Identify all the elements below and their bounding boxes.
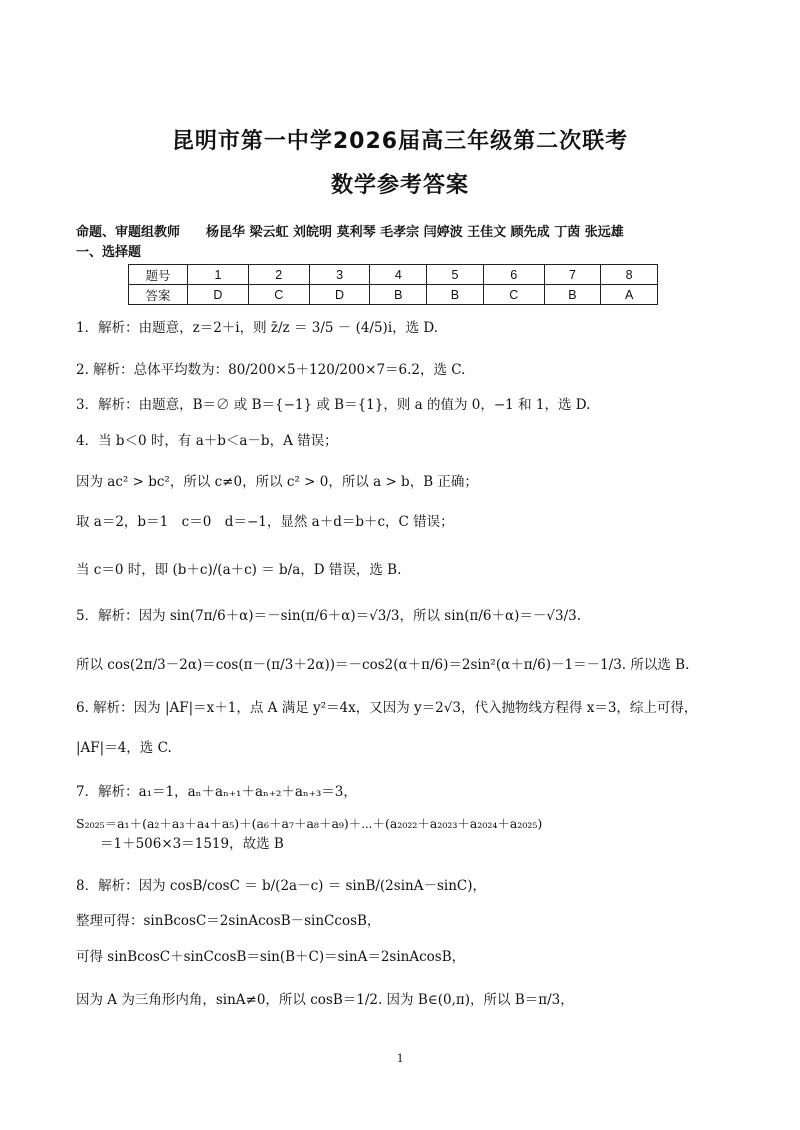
document-title: 昆明市第一中学2026届高三年级第二次联考 (171, 129, 629, 154)
solution-line-7: 当 c＝0 时，即 (b＋c)/(a＋c) ＝ b/a，D 错误，选 B. (76, 562, 402, 578)
solution-line-17: 可得 sinBcosC＋sinCcosB＝sin(B＋C)＝sinA＝2sinAcosB， (76, 949, 466, 965)
solution-line-9: 所以 cos(2π/3－2α)＝cos(π－(π/3＋2α))＝－cos2(α＋π/6)＝2sin²(α＋π/6)－1＝－1/3. 所以选 B. (76, 657, 690, 673)
solution-line-8: 5．解析：因为 sin(7π/6＋α)＝－sin(π/6＋α)＝√3/3，所以 sin(π/6＋α)＝－√3/3. (76, 608, 582, 624)
table-cell-number: 6 (483, 265, 544, 285)
table-cell-number: 1 (188, 265, 249, 285)
table-cell-answer: D (309, 285, 370, 305)
document-subtitle: 数学参考答案 (330, 173, 469, 198)
table-header-number: 题号 (129, 265, 188, 285)
table-cell-number: 4 (370, 265, 427, 285)
table-cell-number: 8 (601, 265, 658, 285)
table-cell-answer: C (248, 285, 309, 305)
page-number: 1 (396, 1050, 404, 1065)
solution-line-15: 8．解析：因为 cosB/cosC ＝ b/(2a－c) ＝ sinB/(2sinA－sinC)， (76, 878, 486, 894)
solution-line-11: |AF|＝4，选 C. (76, 740, 172, 756)
solution-line-18: 因为 A 为三角形内角，sinA≠0，所以 cosB＝1/2. 因为 B∈(0,π)，所以 B＝π/3， (76, 992, 574, 1008)
solution-line-1: 1．解析：由题意，z＝2＋i，则 z̄/z ＝ 3/5 － (4/5)i，选 D. (76, 320, 439, 336)
solution-line-16: 整理可得：sinBcosC＝2sinAcosB－sinCcosB， (76, 913, 381, 929)
table-header-answer: 答案 (129, 285, 188, 305)
table-cell-answer: B (544, 285, 601, 305)
solution-line-4: 4．当 b＜0 时，有 a＋b＜a－b，A 错误； (76, 433, 338, 449)
table-cell-answer: D (188, 285, 249, 305)
solution-line-5: 因为 ac² > bc²，所以 c≠0，所以 c² > 0，所以 a > b，B 正确； (76, 474, 478, 490)
solution-line-14: ＝1＋506×3＝1519，故选 B (100, 836, 284, 852)
solution-line-13: S₂₀₂₅＝a₁＋(a₂＋a₃＋a₄＋a₅)＋(a₆＋a₇＋a₈＋a₉)＋⋯＋(a₂₀₂₂＋a₂₀₂₃＋a₂₀₂₄＋a₂₀₂₅) (76, 816, 543, 831)
solution-line-6: 取 a＝2，b＝1 c＝0 d＝−1，显然 a＋d＝b＋c，C 错误； (76, 514, 454, 530)
section-title: 一、选择题 (76, 245, 142, 260)
table-cell-number: 7 (544, 265, 601, 285)
answer-table-number-row (129, 265, 658, 285)
table-cell-number: 2 (248, 265, 309, 285)
table-cell-answer: C (483, 285, 544, 305)
table-cell-answer: A (601, 285, 658, 305)
table-cell-number: 5 (427, 265, 484, 285)
solution-line-3: 3．解析：由题意，B＝∅ 或 B＝{−1} 或 B＝{1}，则 a 的值为 0，−1 和 1，选 D. (76, 397, 591, 413)
solution-line-2: 2. 解析：总体平均数为：80/200×5＋120/200×7＝6.2，选 C. (76, 362, 466, 378)
table-cell-number: 3 (309, 265, 370, 285)
solution-line-12: 7．解析：a₁＝1，aₙ＋aₙ₊₁＋aₙ₊₂＋aₙ₊₃＝3， (76, 784, 357, 800)
answer-table (128, 264, 658, 305)
solution-line-10: 6. 解析：因为 |AF|＝x＋1，点 A 满足 y²＝4x，又因为 y＝2√3，代入抛物线方程得 x＝3，综上可得， (76, 700, 698, 716)
answer-table-answer-row (129, 285, 658, 305)
staff-line: 命题、审题组教师 杨昆华 梁云虹 刘皖明 莫利琴 毛孝宗 闫婷波 王佳文 顾先成 丁茵 张远雄 (76, 225, 624, 240)
table-cell-answer: B (427, 285, 484, 305)
table-cell-answer: B (370, 285, 427, 305)
